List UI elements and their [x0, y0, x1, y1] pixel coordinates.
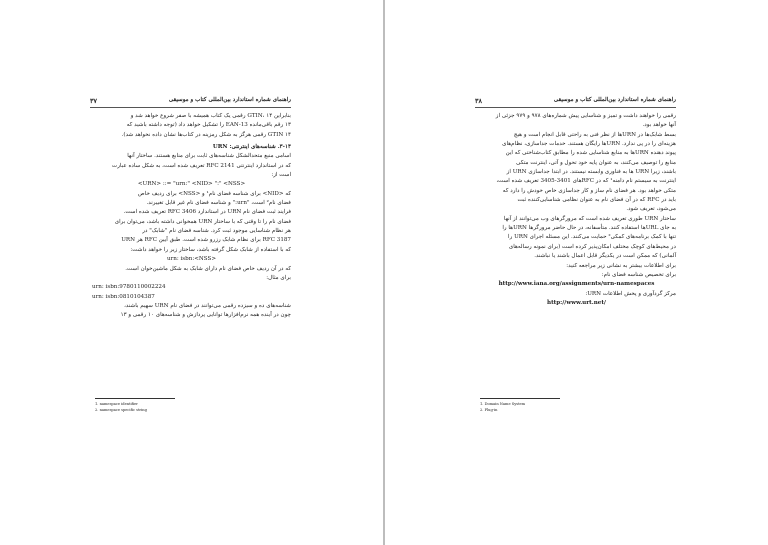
footnote: 2. Plug-in [480, 408, 498, 413]
right-footnote-rule [480, 398, 560, 399]
left-header-title: راهنمای شماره استاندارد بین‌المللی کتاب و موسیقی [168, 97, 291, 103]
paragraph-line: هزینه‌ای را در پی ندارد. URNها رایگان هستند. خدمات جداسازی، نظام‌های [502, 141, 676, 148]
paragraph-line: که با استفاده از شابک شکل گرفته باشد، ساختار زیر را خواهد داشت: [130, 246, 291, 253]
paragraph-line: به جای URLها استفاده کنند. متأسفانه، در حال حاضر مرورگرها URNها را [502, 225, 676, 232]
paragraph-line: بسط شابک‌ها در URNها از نظر فنی به راحتی قابل انجام است و هیچ [513, 131, 676, 138]
paragraph-line: مرکز گردآوری و پخش اطلاعات URN: [585, 290, 676, 297]
urn-syntax-code: <URN> ::= "urn:" <NID> ":" <NSS> [137, 181, 246, 188]
iana-url-link[interactable]: http://www.iana.org/assignments/urn-namespaces [498, 281, 655, 288]
left-header-rule [90, 107, 291, 108]
paragraph-line: برای اطلاعات بیشتر به نشانی زیر مراجعه کنید: [566, 262, 676, 269]
left-page-number: ۳۷ [90, 97, 97, 105]
left-page [0, 0, 383, 545]
paragraph-line: بنابراین GTIN، ۱۴ رقمی یک کتاب همیشه با صفر شروع خواهد شد و [130, 113, 291, 119]
paragraph-line: فرایند ثبت فضای نام URN در استاندارد RFC 3406 تعریف شده است. [123, 209, 291, 216]
left-footnotes [95, 401, 275, 414]
paragraph-line: ساختار URN طوری تعریف شده است که مرورگرهای وب می‌توانند از آنها [503, 215, 676, 222]
paragraph-line: رقمی را خواهند داشت و تمیز و شناسایی پیش شماره‌های ۹۷۸ و ۹۷۹ جزئی از [495, 113, 676, 119]
paragraph-line: تنها با کمک برنامه‌های کمکی² حمایت می‌کنند. این مسئله اجرای URN را [508, 234, 676, 241]
right-page [385, 0, 768, 545]
urn-isbn-code: urn: isbn:<NSS> [166, 256, 217, 263]
paragraph-line: اینترنت به سیستم نام دامنه¹ که در RFCهای 3401-3405 تعریف شده است، [496, 178, 676, 185]
paragraph-line: GTIN ۱۴ رقمی هرگز به شکل رمزینه در کتاب‌ها نشان داده نخواهد شد). [121, 131, 291, 138]
paragraph-line: که <NID> برای شناسه فضای نام¹ و <NSS> برای ردیف خاص [138, 190, 291, 197]
right-page-header [475, 97, 676, 107]
left-page-header [90, 97, 291, 107]
right-footnotes [480, 401, 660, 414]
urt-url-link[interactable]: http://www.urt.net/ [547, 299, 606, 306]
paragraph-line: اسامی منبع متحدالشکل شناسه‌های ثابت برای منابع هستند. ساختار آنها [127, 153, 291, 160]
right-page-number: ۳۸ [475, 97, 482, 105]
paragraph-line: متکی خواهد بود. هر فضای نام ساز و کار جداسازی خاص خودش را دارد که [502, 187, 676, 194]
paragraph-line: RFC 3187 برای نظام شابک رزرو شده است. طبق آیین RFC هر URN [121, 237, 291, 244]
right-header-title: راهنمای شماره استاندارد بین‌المللی کتاب و موسیقی [553, 97, 676, 103]
paragraph-line: است از: [271, 172, 291, 179]
section-heading: ۳-۱۴. شناسه‌های اینترنتی: URN [212, 144, 291, 151]
paragraph-line: شناسه‌های ده و سیزده رقمی می‌توانند در فضای نام URN سهیم باشند، [124, 302, 291, 309]
paragraph-line: ۱۳ رقم باقی‌مانده EAN-13 را تشکیل خواهد داد (توجه داشته باشید که [126, 122, 291, 129]
paragraph-line: چون در آینده همه نرم‌افزارها توانایی پردازش و شناسه‌های ۱۰ رقمی و ۱۳ [120, 312, 291, 319]
footnote: 1. Domain Name System [480, 402, 526, 406]
paragraph-line: فضای نام² است، "urn:" و شناسه فضای نام غیر قابل تغییرند. [146, 200, 291, 207]
left-footnote-rule [95, 398, 175, 399]
paragraph-line: آنها خواهد بود. [642, 122, 676, 129]
paragraph-line: هر نظام شناسایی موجود ثبت کرد. شناسه فضای نام "شابک" در [142, 228, 291, 235]
paragraph-line: برای مثال: [266, 274, 291, 281]
paragraph-line: باشند، زیرا URN ها به فناوری وابسته نیستند. در ابتدا جداسازی URN از [506, 169, 676, 176]
paragraph-line: آلمانی) که ممکن است در یکدیگر قابل اعمال باشند یا نباشند. [534, 253, 676, 260]
left-body-text [92, 112, 291, 321]
paragraph-line: برای تخصیص شناسه فضای نام: [601, 271, 676, 278]
paragraph-line: که در استاندارد اینترنتی RFC 2141 تعریف شده است، به شکل ساده عبارت [111, 162, 291, 169]
paragraph-line: فضای نام را تا وقتی که با ساختار URN همخوانی داشته باشد، می‌توان برای [114, 218, 291, 225]
footnote: 2. namespace specific string [95, 408, 147, 413]
example-urn: urn: isbn:9780110002224 [92, 284, 166, 291]
paragraph-line: باید در RFC که در آن فضای نام به عنوان نظامی شناسایی‌کننده ثبت [517, 197, 676, 204]
example-urn: urn: isbn:0810104387 [92, 293, 155, 300]
paragraph-line: منابع را توصیف می‌کنند، به عنوان پایه خود تحول و آتی، اینترنت متکی [516, 159, 676, 166]
paragraph-line: می‌شود، تعریف شود. [626, 206, 676, 213]
paragraph-line: که در آن ردیف خاص فضای نام دارای شابک به شکل ماشین‌خوان است. [125, 265, 291, 272]
paragraph-line: در محیط‌های کوچک مختلف امکان‌پذیر کرده است (برای نمونه رساله‌های [508, 243, 676, 250]
paragraph-line: پیوند دهنده URNها به منابع شناسایی شده را مطابق کتاب‌شناختی که این [505, 150, 676, 157]
right-header-rule [475, 107, 676, 108]
right-body-text [477, 112, 676, 308]
footnote: 1. namespace identifier [95, 402, 138, 406]
